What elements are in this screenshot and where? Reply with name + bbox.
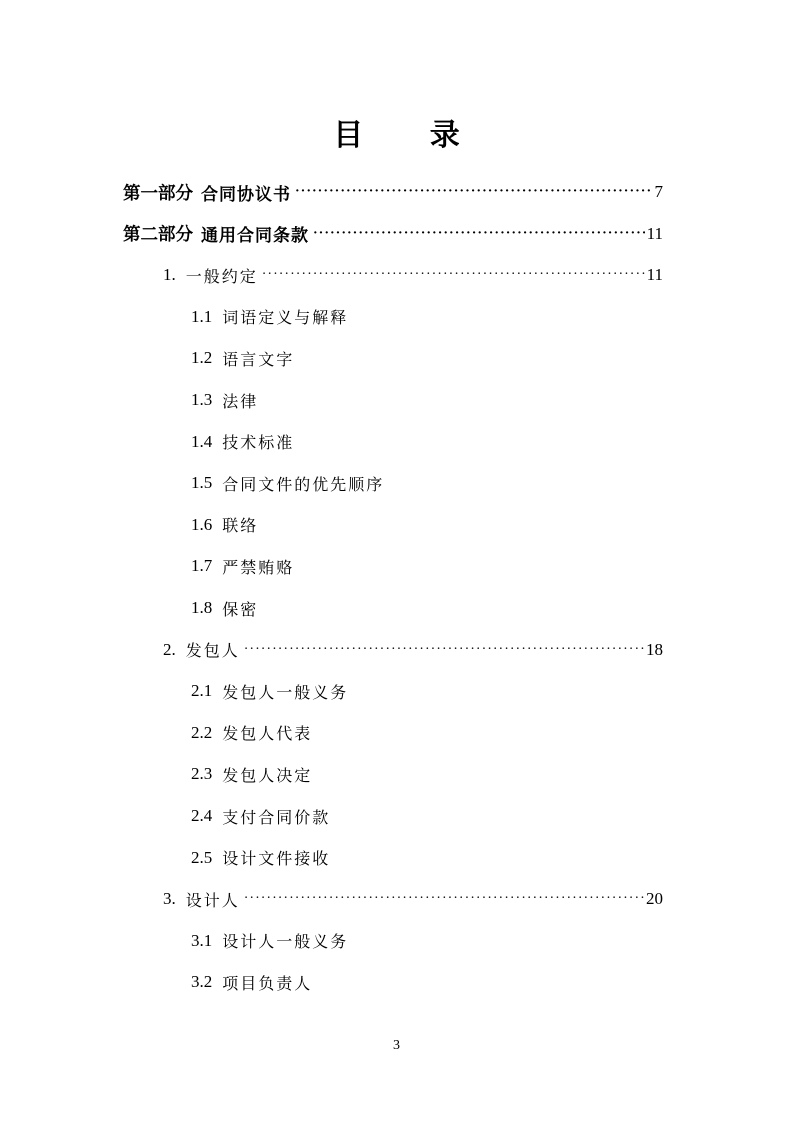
toc-entry-number: 第一部分 bbox=[123, 182, 193, 203]
toc-entry-title: 一般约定 bbox=[185, 266, 258, 286]
toc-entry-number: 1.5 bbox=[191, 473, 213, 493]
toc-entry-number: 1.4 bbox=[191, 431, 213, 451]
toc-entry-title: 保密 bbox=[222, 599, 259, 619]
toc-entry[interactable] bbox=[163, 630, 663, 670]
toc-entry-title: 项目负责人 bbox=[222, 973, 313, 993]
toc-entry-number: 2.5 bbox=[191, 847, 213, 867]
toc-entry[interactable] bbox=[163, 255, 663, 295]
toc-entry-page: 11 bbox=[646, 265, 663, 285]
toc-entry-title: 词语定义与解释 bbox=[222, 308, 349, 328]
toc-dot-leader bbox=[313, 226, 645, 242]
toc-entry-title: 支付合同价款 bbox=[222, 807, 331, 827]
toc-entry[interactable] bbox=[163, 879, 663, 919]
toc-entry-title: 发包人代表 bbox=[222, 724, 313, 744]
toc-entry-page: 7 bbox=[654, 182, 663, 201]
toc-entry-number: 2.3 bbox=[191, 764, 213, 784]
toc-entry-number: 1.3 bbox=[191, 390, 213, 409]
toc-entry[interactable] bbox=[123, 214, 663, 254]
toc-entry-number: 1.7 bbox=[191, 556, 213, 576]
toc-entry[interactable] bbox=[191, 463, 663, 503]
toc-entry-title: 技术标准 bbox=[222, 433, 295, 453]
toc-dot-leader bbox=[295, 184, 653, 200]
toc-entry-title: 发包人决定 bbox=[222, 765, 313, 785]
toc-entry[interactable] bbox=[191, 422, 663, 462]
toc-entry[interactable] bbox=[191, 838, 663, 878]
toc-entry[interactable] bbox=[191, 380, 663, 420]
page-title: 目 录 bbox=[333, 118, 488, 153]
toc-entry[interactable] bbox=[191, 588, 663, 628]
toc-entry-number: 1.1 bbox=[191, 306, 213, 326]
toc-dot-leader bbox=[244, 642, 644, 658]
toc-entry-title: 发包人一般义务 bbox=[222, 682, 349, 702]
toc-entry-title: 设计人 bbox=[185, 890, 240, 910]
toc-entry-title: 联络 bbox=[222, 516, 259, 536]
toc-entry-number: 1.8 bbox=[191, 598, 213, 617]
toc-entry[interactable] bbox=[191, 338, 663, 378]
toc-entry[interactable] bbox=[123, 172, 663, 212]
toc-entry[interactable] bbox=[191, 546, 663, 586]
toc-dot-leader bbox=[244, 891, 644, 907]
toc-entry-number: 2.4 bbox=[191, 806, 213, 825]
toc-entry-number: 2.1 bbox=[191, 681, 213, 701]
toc-entry-title: 法律 bbox=[222, 391, 259, 411]
toc-entry-number: 2. bbox=[163, 639, 176, 659]
toc-entry-page: 20 bbox=[646, 889, 663, 909]
toc-entry-page: 11 bbox=[646, 223, 663, 243]
toc-entry-title: 合同文件的优先顺序 bbox=[222, 474, 385, 494]
toc-entry-title: 合同协议书 bbox=[201, 184, 291, 205]
toc-entry-title: 通用合同条款 bbox=[201, 226, 309, 247]
toc-entry-number: 3. bbox=[163, 889, 176, 909]
toc-entry[interactable] bbox=[191, 713, 663, 753]
toc-entry-title: 设计人一般义务 bbox=[222, 932, 349, 952]
toc-entry[interactable] bbox=[191, 796, 663, 836]
toc-entry[interactable] bbox=[191, 505, 663, 545]
toc-entry-number: 第二部分 bbox=[123, 224, 193, 245]
toc-entry-number: 3.2 bbox=[191, 972, 213, 992]
page-number: 3 bbox=[393, 1038, 400, 1053]
toc-entry-number: 1.2 bbox=[191, 348, 213, 368]
toc-entry-page: 18 bbox=[646, 639, 663, 659]
toc-entry-number: 1.6 bbox=[191, 514, 213, 534]
toc-entry-number: 3.1 bbox=[191, 930, 213, 950]
toc-entry-title: 发包人 bbox=[185, 641, 240, 661]
toc-entry-title: 语言文字 bbox=[222, 349, 295, 369]
toc-dot-leader bbox=[262, 267, 645, 283]
toc-entry[interactable] bbox=[191, 754, 663, 794]
toc-entry-number: 2.2 bbox=[191, 722, 213, 742]
toc-entry[interactable] bbox=[191, 962, 663, 1002]
toc-entry-number: 1. bbox=[163, 265, 176, 285]
toc-entry-title: 严禁贿赂 bbox=[222, 557, 295, 577]
toc-entry[interactable] bbox=[191, 297, 663, 337]
toc-entry[interactable] bbox=[191, 921, 663, 961]
toc-entry[interactable] bbox=[191, 671, 663, 711]
toc-entry-title: 设计文件接收 bbox=[222, 849, 331, 869]
